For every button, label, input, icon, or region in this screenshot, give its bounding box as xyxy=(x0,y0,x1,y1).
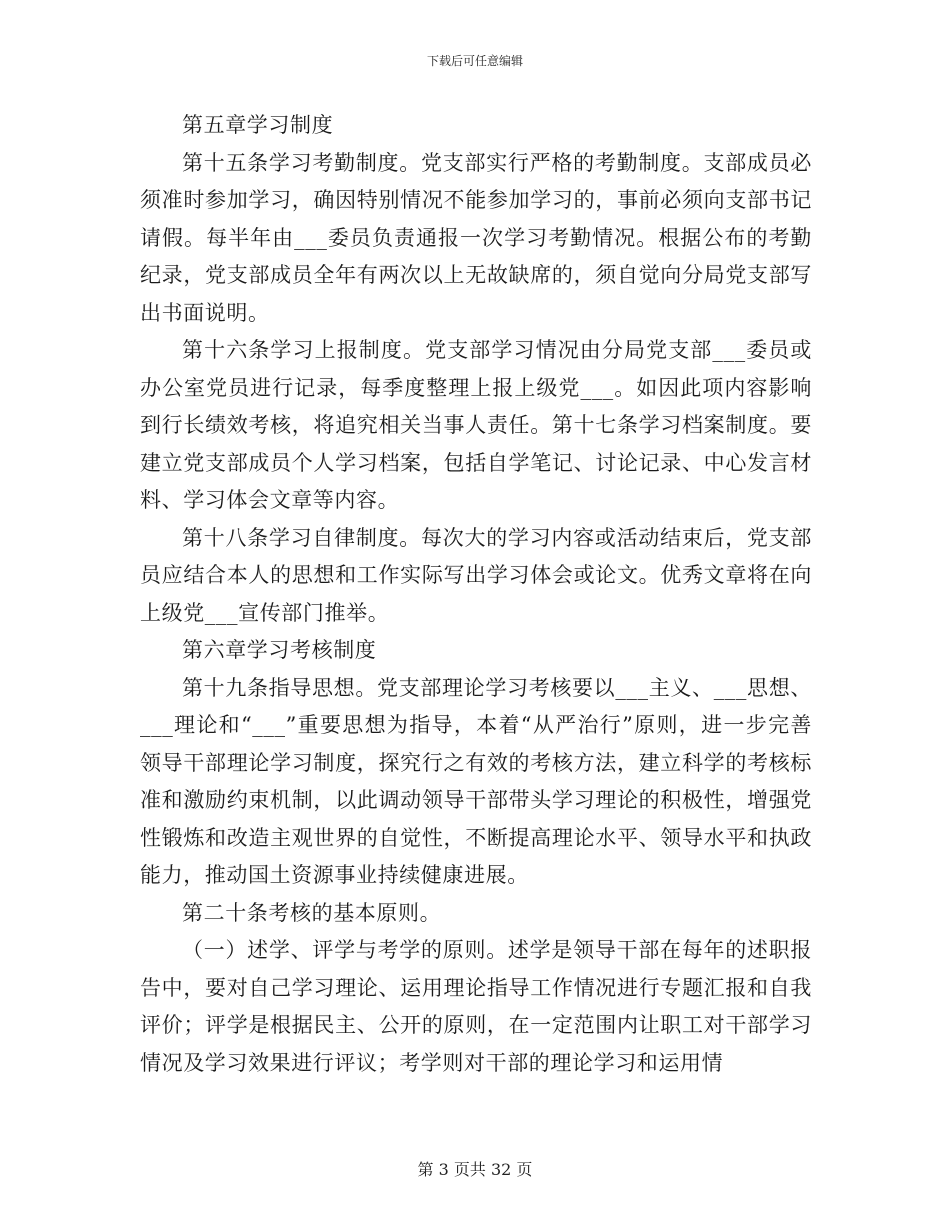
principle-1-paragraph: （一）述学、评学与考学的原则。述学是领导干部在每年的述职报告中，要对自己学习理论、运用理论指导工作情况进行专题汇报和自我评价；评学是根据民主、公开的原则，在一定范围内让职工对干部学习情况及学习效果进行评议；考学则对干部的理论学习和运用情 xyxy=(140,938,812,1075)
chapter-6-heading: 第六章学习考核制度 xyxy=(182,638,377,662)
page-number-footer: 第 3 页共 32 页 xyxy=(417,1160,533,1179)
chapter-5-heading: 第五章学习制度 xyxy=(182,113,334,137)
article-18-paragraph: 第十八条学习自律制度。每次大的学习内容或活动结束后，党支部员应结合本人的思想和工作实际写出学习体会或论文。优秀文章将在向上级党___宣传部门推举。 xyxy=(140,525,812,625)
article-19-paragraph: 第十九条指导思想。党支部理论学习考核要以___主义、___思想、___理论和“___”重要思想为指导，本着“从严治行”原则，进一步完善领导干部理论学习制度，探究行之有效的考核方法，建立科学的考核标准和激励约束机制，以此调动领导干部带头学习理论的积极性，增强党性锻炼和改造主观世界的自觉性，不断提高理论水平、领导水平和执政能力，推动国土资源事业持续健康进展。 xyxy=(140,675,812,887)
page-header: 下载后可任意编辑 xyxy=(426,54,523,68)
article-16-paragraph: 第十六条学习上报制度。党支部学习情况由分局党支部___委员或办公室党员进行记录，每季度整理上报上级党___。如因此项内容影响到行长绩效考核，将追究相关当事人责任。第十七条学习档案制度。要建立党支部成员个人学习档案，包括自学笔记、讨论记录、中心发言材料、学习体会文章等内容。 xyxy=(140,338,812,512)
document-body xyxy=(140,107,812,1082)
article-15-paragraph: 第十五条学习考勤制度。党支部实行严格的考勤制度。支部成员必须准时参加学习，确因特别情况不能参加学习的，事前必须向支部书记请假。每半年由___委员负责通报一次学习考勤情况。根据公布的考勤纪录，党支部成员全年有两次以上无故缺席的，须自觉向分局党支部写出书面说明。 xyxy=(140,150,812,325)
article-20-paragraph: 第二十条考核的基本原则。 xyxy=(182,900,442,925)
